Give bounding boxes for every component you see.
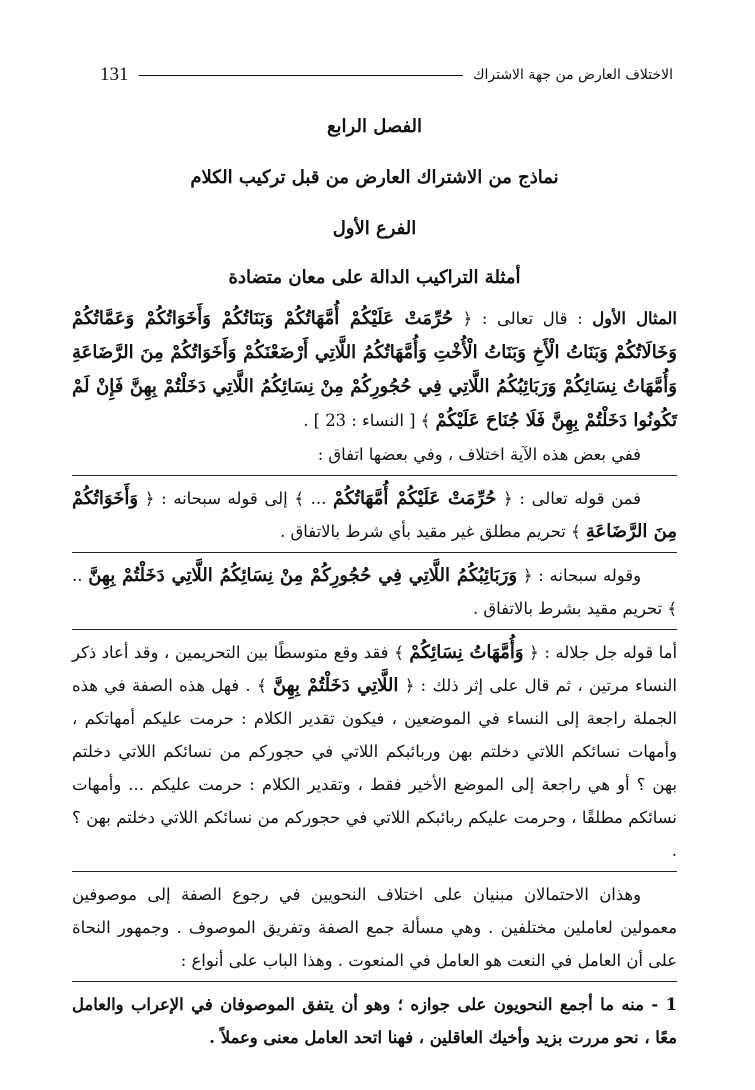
example-lead: المثال الأول: [592, 309, 677, 328]
p3-end: .. ﴾ تحريم مقيد بشرط بالاتفاق .: [72, 566, 677, 618]
p4-end: ﴾ . فهل هذه الصفة في هذه الجملة راجعة إلى النساء في الموضعين ، فيكون تقدير الكلام : حرمت عليكم أمهاتكم ، وأمهات نسائكم اللاتي دخلتم بهن وربائبكم اللاتي في حجوركم من نسائكم اللاتي دخلتم بهن ؟ أو هي راجعة إلى الموضع الأخير فقط ، وتقدير الكلام : حرمت عليكم ... وأمهات نسائكم مطلقًا ، وحرمت عليكم ربائبكم اللاتي في حجوركم من نسائكم اللاتي دخلتم بهن ؟ .: [72, 676, 677, 860]
chapter-heading: الفصل الرابع: [326, 116, 423, 137]
branch-heading: الفرع الأول: [332, 218, 417, 239]
p2-intro: فمن قوله تعالى : ﴿: [503, 489, 641, 508]
p2-mid: ... ﴾ إلى قوله سبحانه : ﴿: [144, 489, 327, 508]
paragraph-second-part: [72, 559, 677, 625]
divider: [72, 981, 677, 982]
quran-verse: حُرِّمَتْ عَلَيْكُمْ أُمَّهَاتُكُمْ وَبَنَاتُكُمْ وَأَخَوَاتُكُمْ وَعَمَّاتُكُمْ وَخَالَاتُكُمْ وَبَنَاتُ الْأَخِ وَبَنَاتُ الْأُخْتِ وَأُمَّهَاتُكُمُ اللَّاتِي أَرْضَعْنَكُمْ وَأَخَوَاتُكُمْ مِنَ الرَّضَاعَةِ وَأُمَّهَاتُ نِسَائِكُمْ وَرَبَائِبُكُمُ اللَّاتِي فِي حُجُورِكُمْ مِنْ نِسَائِكُمُ اللَّاتِي دَخَلْتُمْ بِهِنَّ فَإِنْ لَمْ تَكُونُوا دَخَلْتُمْ بِهِنَّ فَلَا جُنَاحَ عَلَيْكُمْ: [72, 308, 677, 431]
running-title: الاختلاف العارض من جهة الاشتراك: [472, 67, 673, 83]
divider: [72, 475, 677, 476]
p2-verse2: وَأَخَوَاتُكُمْ مِنَ الرَّضَاعَةِ: [72, 488, 677, 542]
paragraph-first-part: [72, 482, 677, 548]
page-body: [72, 112, 677, 1054]
verse-reference: ﴾ [ النساء : 23 ] .: [303, 411, 431, 430]
p3-verse: وَرَبَائِبُكُمُ اللَّاتِي فِي حُجُورِكُمْ مِنْ نِسَائِكُمُ اللَّاتِي دَخَلْتُمْ بِهِنَّ: [88, 565, 518, 586]
paragraph-middle-part: [72, 636, 677, 867]
divider: [72, 552, 677, 553]
example-one-paragraph: [72, 302, 677, 438]
p4-mid: ﴾ فقد وقع متوسطًا بين التحريمين ، وقد أعاد ذكر النساء مرتين ، ثم قال على إثر ذلك : ﴿: [72, 643, 677, 695]
page-header: [100, 63, 673, 87]
chapter-title: نماذج من الاشتراك العارض من قبل تركيب الكلام: [190, 167, 559, 188]
p4-verse: وَأُمَّهَاتُ نِسَائِكُمْ: [409, 642, 524, 663]
p2-verse: حُرِّمَتْ عَلَيْكُمْ أُمَّهَاتُكُمْ: [333, 488, 497, 509]
p4-intro: أما قوله جل جلاله : ﴿: [529, 643, 678, 662]
paragraph-disagreement: ففي بعض هذه الآية اختلاف ، وفي بعضها اتفاق :: [317, 445, 641, 464]
page-number: 131: [100, 64, 129, 85]
header-rule: [139, 75, 463, 76]
divider: [72, 871, 677, 872]
example-intro: : قال تعالى : ﴿: [462, 309, 583, 328]
p4-verse2: اللَّاتِي دَخَلْتُمْ بِهِنَّ: [272, 675, 399, 696]
paragraph-two-possibilities: وهذان الاحتمالان مبنيان على اختلاف النحويين في رجوع الصفة إلى موصوفين معمولين لعاملين مختلفين . وهي مسألة جمع الصفة وتفريق الموصوف . وجمهور النحاة على أن العامل في النعت هو العامل في المنعوت . وهذا الباب على أنواع :: [72, 885, 677, 970]
p3-intro: وقوله سبحانه : ﴿: [522, 566, 642, 585]
divider: [72, 629, 677, 630]
paragraph-type-one: 1 - منه ما أجمع النحويون على جوازه ؛ وهو أن يتفق الموصوفان في الإعراب والعامل معًا ، نحو مررت بزيد وأخيك العاقلين ، فهنا اتحد العامل معنى وعملاً .: [72, 995, 677, 1047]
branch-subtitle: أمثلة التراكيب الدالة على معان متضادة: [228, 267, 521, 288]
p2-end: ﴾ تحريم مطلق غير مقيد بأي شرط بالاتفاق .: [280, 522, 581, 541]
